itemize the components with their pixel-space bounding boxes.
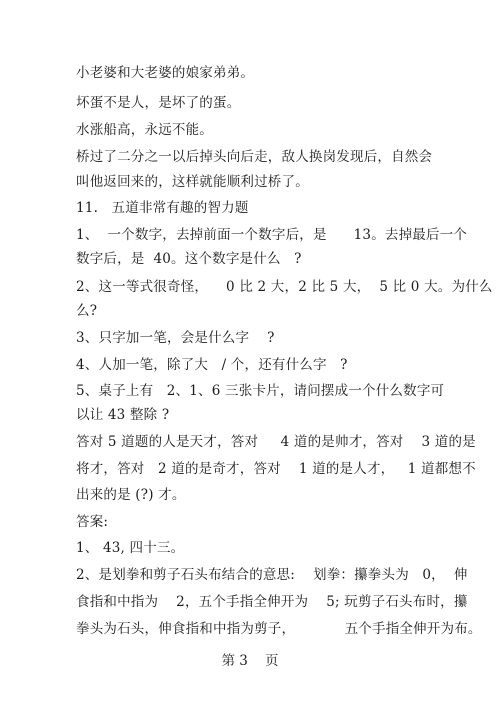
text-line: 桥过了二分之一以后掉头向后走，敌人换岗发现后，自然会 xyxy=(76,149,433,165)
answer-2-cont: 拳头为石头，伸食指和中指为剪子， 五个手指全伸开为布。 xyxy=(76,621,482,637)
answer-1: 1、 43, 四十三。 xyxy=(76,540,185,556)
question-2-cont: 么? xyxy=(76,303,98,319)
question-3: 3、只字加一笔，会是什么字 ? xyxy=(76,330,275,346)
answer-2: 2、是划拳和剪子石头布结合的意思: 划拳：攥拳头为 0， 伸 xyxy=(76,567,468,583)
question-4: 4、人加一笔，除了大 / 个，还有什么字 ? xyxy=(76,357,348,373)
answer-2-cont: 食指和中指为 2，五个手指全伸开为 5; 玩剪子石头布时，攥 xyxy=(76,594,468,610)
text-line: 水涨船高，永远不能。 xyxy=(76,122,213,138)
text-line: 叫他返回来的，这样就能顺利过桥了。 xyxy=(76,174,309,190)
question-2: 2、这一等式很奇怪， 0 比 2 大，2 比 5 大， 5 比 0 大。为什么 xyxy=(76,279,493,295)
scoring-text: 答对 5 道题的人是天才，答对 4 道的是帅才，答对 3 道的是 xyxy=(76,434,476,450)
scoring-text: 出来的是 (?) 才。 xyxy=(76,487,186,503)
scoring-text: 将才，答对 2 道的是奇才，答对 1 道的是人才， 1 道都想不 xyxy=(76,461,476,477)
text-line: 坏蛋不是人，是坏了的蛋。 xyxy=(76,95,241,111)
text-line: 小老婆和大老婆的娘家弟弟。 xyxy=(76,65,255,81)
page-number: 第 3 页 xyxy=(221,653,279,669)
question-1: 1、 一个数字，去掉前面一个数字后，是 13。去掉最后一个 xyxy=(76,227,468,243)
question-5-cont: 以让 43 整除 ? xyxy=(76,407,170,423)
answers-heading: 答案: xyxy=(76,514,109,530)
question-5: 5、桌子上有 2、1、6 三张卡片，请问摆成一个什么数字可 xyxy=(76,383,445,399)
question-1-cont: 数字后，是 40。这个数字是什么 ? xyxy=(76,251,302,267)
section-heading: 11. 五道非常有趣的智力题 xyxy=(76,200,249,216)
